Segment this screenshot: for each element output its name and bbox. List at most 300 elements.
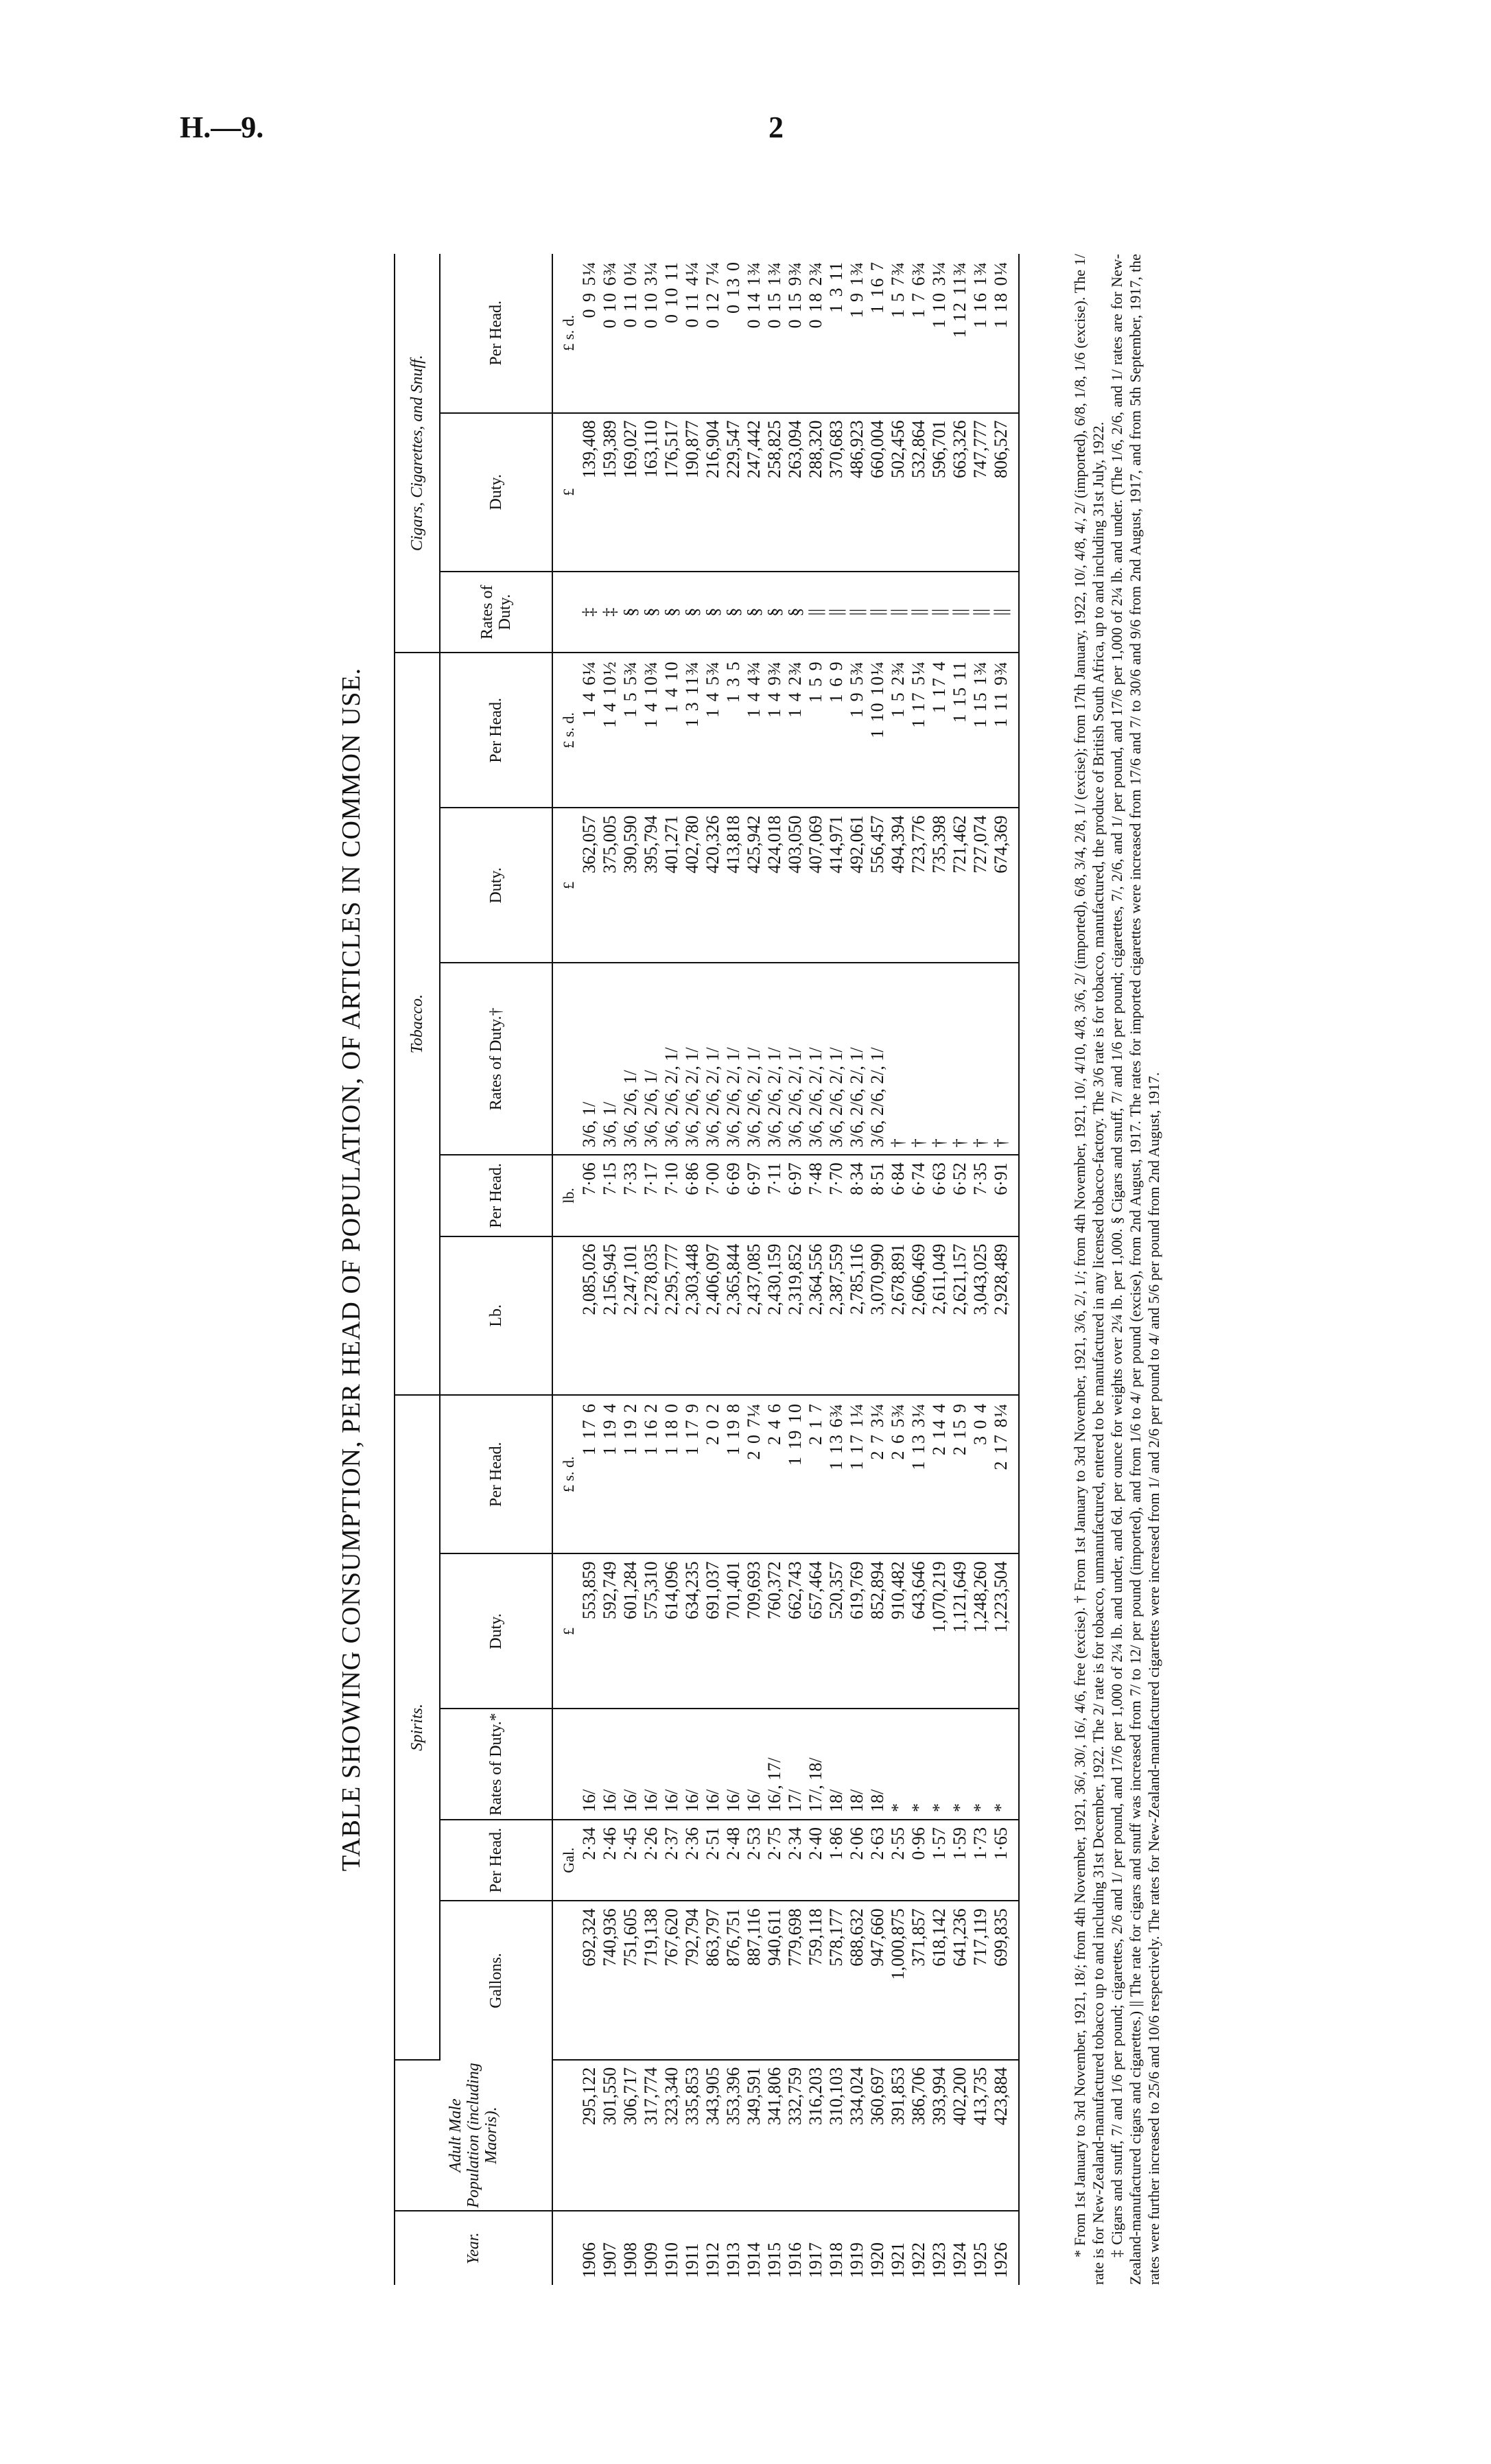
cell-cduty: 176,517 bbox=[661, 413, 682, 572]
cell-crate: || bbox=[888, 572, 908, 653]
cell-gal: 940,611 bbox=[764, 1901, 785, 2059]
cell-cph: 1 12 11¾ bbox=[950, 254, 970, 413]
col-sp-duty-per-head: Per Head. bbox=[440, 1395, 552, 1553]
cell-tph: 1 5 9 bbox=[806, 653, 826, 808]
table-row bbox=[703, 254, 723, 2285]
col-year: Year. bbox=[395, 2211, 552, 2285]
cell-lb: 2,278,035 bbox=[641, 1236, 661, 1395]
cell-lb: 3,043,025 bbox=[970, 1236, 991, 1395]
cell-tph: 1 10 10¼ bbox=[867, 653, 888, 808]
cell-gph: 0·96 bbox=[908, 1820, 929, 1901]
cell-sph: 2 1 7 bbox=[806, 1395, 826, 1553]
cell-lph: 6·52 bbox=[950, 1155, 970, 1236]
cell-sph: 2 7 3¼ bbox=[867, 1395, 888, 1553]
page-number: 2 bbox=[768, 110, 784, 144]
cell-pop: 360,697 bbox=[867, 2060, 888, 2211]
cell-srate: 16/ bbox=[744, 1709, 764, 1819]
cell-trate: 3/6, 2/6, 2/, 1/ bbox=[723, 963, 744, 1155]
cell-cph: 0 11 4¼ bbox=[682, 254, 703, 413]
cell-pop: 335,853 bbox=[682, 2060, 703, 2211]
cell-year: 1923 bbox=[929, 2242, 949, 2278]
cell-sph: 3 0 4 bbox=[970, 1395, 991, 1553]
table-row bbox=[764, 254, 785, 2285]
cell-crate: ‡ bbox=[600, 572, 620, 653]
unit-sp-per-head: Gal. bbox=[552, 1820, 579, 1901]
cell-tduty: 375,005 bbox=[600, 808, 620, 963]
cell-gal: 1,000,875 bbox=[888, 1901, 908, 2059]
cell-trate: 3/6, 1/ bbox=[579, 963, 600, 1155]
cell-srate: 16/ bbox=[723, 1709, 744, 1819]
cell-tph: 1 11 9¾ bbox=[991, 653, 1019, 808]
cell-cph: 1 16 1¾ bbox=[970, 254, 991, 413]
cell-tduty: 413,818 bbox=[723, 808, 744, 963]
cell-gal: 779,698 bbox=[785, 1901, 806, 2059]
cell-lph: 8·51 bbox=[867, 1155, 888, 1236]
cell-pop: 316,203 bbox=[806, 2060, 826, 2211]
cell-gph: 2·34 bbox=[785, 1820, 806, 1901]
cell-cduty: 247,442 bbox=[744, 413, 764, 572]
cell-trate: 3/6, 2/6, 2/, 1/ bbox=[785, 963, 806, 1155]
table-row bbox=[950, 254, 970, 2285]
cell-srate: 18/ bbox=[826, 1709, 847, 1819]
cell-cph: 1 9 1¾ bbox=[847, 254, 867, 413]
cell-year: 1906 bbox=[579, 2242, 599, 2278]
cell-sph: 2 0 2 bbox=[703, 1395, 723, 1553]
cell-crate: § bbox=[785, 572, 806, 653]
table-row bbox=[785, 254, 806, 2285]
cell-sduty: 662,743 bbox=[785, 1553, 806, 1709]
cell-cduty: 596,701 bbox=[929, 413, 950, 572]
column-header-row bbox=[440, 254, 552, 2285]
cell-gal: 618,142 bbox=[929, 1901, 950, 2059]
cell-sph: 1 16 2 bbox=[641, 1395, 661, 1553]
col-cg-rates: Rates of Duty. bbox=[440, 572, 552, 653]
cell-cduty: 169,027 bbox=[620, 413, 641, 572]
cell-tph: 1 4 6¼ bbox=[579, 653, 600, 808]
cell-year: 1917 bbox=[806, 2242, 825, 2278]
cell-lph: 7·17 bbox=[641, 1155, 661, 1236]
cell-gph: 2·34 bbox=[579, 1820, 600, 1901]
cell-gal: 692,324 bbox=[579, 1901, 600, 2059]
cell-lb: 2,678,891 bbox=[888, 1236, 908, 1395]
cell-gal: 688,632 bbox=[847, 1901, 867, 2059]
cell-lph: 6·84 bbox=[888, 1155, 908, 1236]
cell-lb: 2,606,469 bbox=[908, 1236, 929, 1395]
cell-cduty: 747,777 bbox=[970, 413, 991, 572]
group-cigars: Cigars, Cigarettes, and Snuff. bbox=[395, 254, 440, 653]
cell-crate: § bbox=[661, 572, 682, 653]
cell-pop: 413,735 bbox=[970, 2060, 991, 2211]
cell-cduty: 288,320 bbox=[806, 413, 826, 572]
cell-tph: 1 17 5¼ bbox=[908, 653, 929, 808]
cell-sph: 2 17 8¼ bbox=[991, 1395, 1019, 1553]
cell-gph: 2·06 bbox=[847, 1820, 867, 1901]
cell-tph: 1 5 2¾ bbox=[888, 653, 908, 808]
cell-year: 1913 bbox=[723, 2242, 743, 2278]
cell-gph: 1·59 bbox=[950, 1820, 970, 1901]
cell-gph: 2·53 bbox=[744, 1820, 764, 1901]
cell-cph: 0 10 3¼ bbox=[641, 254, 661, 413]
cell-pop: 341,806 bbox=[764, 2060, 785, 2211]
cell-gph: 2·45 bbox=[620, 1820, 641, 1901]
cell-crate: || bbox=[826, 572, 847, 653]
cell-gal: 717,119 bbox=[970, 1901, 991, 2059]
cell-pop: 343,905 bbox=[703, 2060, 723, 2211]
table-row bbox=[723, 254, 744, 2285]
table-row bbox=[620, 254, 641, 2285]
col-tb-rates: Rates of Duty.† bbox=[440, 963, 552, 1155]
cell-lb: 2,611,049 bbox=[929, 1236, 950, 1395]
cell-tph: 1 3 5 bbox=[723, 653, 744, 808]
cell-year: 1911 bbox=[682, 2242, 702, 2278]
cell-tduty: 362,057 bbox=[579, 808, 600, 963]
cell-trate: 3/6, 2/6, 2/, 1/ bbox=[661, 963, 682, 1155]
cell-lb: 2,365,844 bbox=[723, 1236, 744, 1395]
cell-lb: 2,156,945 bbox=[600, 1236, 620, 1395]
cell-trate: † bbox=[929, 963, 950, 1155]
cell-srate: 16/ bbox=[641, 1709, 661, 1819]
cell-tph: 1 4 10½ bbox=[600, 653, 620, 808]
cell-sduty: 852,894 bbox=[867, 1553, 888, 1709]
unit-sp-duty: £ bbox=[552, 1553, 579, 1709]
cell-cduty: 258,825 bbox=[764, 413, 785, 572]
cell-cduty: 370,683 bbox=[826, 413, 847, 572]
cell-pop: 310,103 bbox=[826, 2060, 847, 2211]
col-sp-per-head: Per Head. bbox=[440, 1820, 552, 1901]
col-cg-per-head: Per Head. bbox=[440, 254, 552, 413]
cell-sduty: 1,223,504 bbox=[991, 1553, 1019, 1709]
cell-tduty: 723,776 bbox=[908, 808, 929, 963]
cell-gph: 2·26 bbox=[641, 1820, 661, 1901]
cell-lph: 7·33 bbox=[620, 1155, 641, 1236]
cell-sduty: 760,372 bbox=[764, 1553, 785, 1709]
unit-cg-per-head: £ s. d. bbox=[552, 254, 579, 413]
table-row bbox=[826, 254, 847, 2285]
units-row bbox=[552, 254, 579, 2285]
cell-cduty: 163,110 bbox=[641, 413, 661, 572]
table-row bbox=[867, 254, 888, 2285]
table-row bbox=[888, 254, 908, 2285]
cell-lb: 2,785,116 bbox=[847, 1236, 867, 1395]
group-tobacco: Tobacco. bbox=[395, 653, 440, 1395]
cell-cph: 1 3 11 bbox=[826, 254, 847, 413]
cell-tduty: 727,074 bbox=[970, 808, 991, 963]
cell-lph: 8·34 bbox=[847, 1155, 867, 1236]
cell-pop: 317,774 bbox=[641, 2060, 661, 2211]
cell-lph: 7·06 bbox=[579, 1155, 600, 1236]
cell-sph: 1 19 8 bbox=[723, 1395, 744, 1553]
cell-pop: 386,706 bbox=[908, 2060, 929, 2211]
cell-crate: § bbox=[744, 572, 764, 653]
cell-trate: 3/6, 2/6, 2/, 1/ bbox=[744, 963, 764, 1155]
cell-year: 1919 bbox=[847, 2242, 867, 2278]
cell-cph: 0 10 11 bbox=[661, 254, 682, 413]
unit-sp-duty-per-head: £ s. d. bbox=[552, 1395, 579, 1553]
cell-crate: || bbox=[950, 572, 970, 653]
rotated-table-block bbox=[336, 254, 1206, 2285]
cell-year: 1925 bbox=[970, 2242, 990, 2278]
cell-tduty: 674,369 bbox=[991, 808, 1019, 963]
cell-year: 1912 bbox=[703, 2242, 723, 2278]
cell-cduty: 139,408 bbox=[579, 413, 600, 572]
cell-trate: 3/6, 2/6, 1/ bbox=[620, 963, 641, 1155]
cell-gal: 759,118 bbox=[806, 1901, 826, 2059]
cell-pop: 349,591 bbox=[744, 2060, 764, 2211]
cell-cduty: 502,456 bbox=[888, 413, 908, 572]
cell-lb: 2,406,097 bbox=[703, 1236, 723, 1395]
col-tb-duty: Duty. bbox=[440, 808, 552, 963]
table-row bbox=[641, 254, 661, 2285]
cell-lph: 6·91 bbox=[991, 1155, 1019, 1236]
cell-cph: 1 5 7¾ bbox=[888, 254, 908, 413]
footnote-spirits-tobacco: * From 1st January to 3rd November, 1921, 18/; from 4th November, 1921, 36/, 30/, 16/, 4/6, free (excise). † From 1st January to 3rd November, 1921, 3/6, 2/, 1/; from 4th November, 1921, 10/, 4/10, 4/8, 3/6, 2/ (imported), 6/8, 3/4, 2/8, 1/ (excise); from 17th January, 1922, 10/, 4/8, 4/, 2/ (imported), 6/8, 1/8, 1/6 (excise). The 1/ rate is for New-Zealand-manufactured tobacco up to and including 31st December, 1922. The 2/ rate is for tobacco, unmanufactured, entered to be manufactured in any licensed tobacco-factory. The 3/6 rate is for tobacco, manufactured, the produce of British South Africa, up to and including 31st July, 1922. bbox=[1071, 254, 1107, 2285]
cell-trate: † bbox=[950, 963, 970, 1155]
cell-tduty: 390,590 bbox=[620, 808, 641, 963]
cell-tduty: 721,462 bbox=[950, 808, 970, 963]
cell-cph: 0 18 2¾ bbox=[806, 254, 826, 413]
cell-srate: 16/ bbox=[620, 1709, 641, 1819]
cell-sph: 2 6 5¾ bbox=[888, 1395, 908, 1553]
cell-sph: 2 14 4 bbox=[929, 1395, 950, 1553]
cell-trate: 3/6, 2/6, 2/, 1/ bbox=[806, 963, 826, 1155]
cell-sph: 1 17 9 bbox=[682, 1395, 703, 1553]
cell-srate: * bbox=[929, 1709, 950, 1819]
cell-pop: 423,884 bbox=[991, 2060, 1019, 2211]
cell-gal: 887,116 bbox=[744, 1901, 764, 2059]
cell-lph: 7·15 bbox=[600, 1155, 620, 1236]
cell-srate: 18/ bbox=[867, 1709, 888, 1819]
cell-lb: 2,364,556 bbox=[806, 1236, 826, 1395]
cell-cduty: 806,527 bbox=[991, 413, 1019, 572]
col-tb-lb: Lb. bbox=[440, 1236, 552, 1395]
table-row bbox=[929, 254, 950, 2285]
consumption-table bbox=[394, 254, 1020, 2285]
table-row bbox=[991, 254, 1019, 2285]
cell-year: 1907 bbox=[600, 2242, 620, 2278]
cell-lph: 7·10 bbox=[661, 1155, 682, 1236]
cell-sduty: 1,070,219 bbox=[929, 1553, 950, 1709]
cell-trate: † bbox=[888, 963, 908, 1155]
cell-tph: 1 4 9¾ bbox=[764, 653, 785, 808]
cell-gph: 2·55 bbox=[888, 1820, 908, 1901]
cell-cph: 0 15 9¾ bbox=[785, 254, 806, 413]
cell-lph: 6·86 bbox=[682, 1155, 703, 1236]
cell-gph: 2·36 bbox=[682, 1820, 703, 1901]
cell-tph: 1 4 5¾ bbox=[703, 653, 723, 808]
cell-tph: 1 4 10¾ bbox=[641, 653, 661, 808]
cell-cph: 0 12 7¼ bbox=[703, 254, 723, 413]
cell-sduty: 601,284 bbox=[620, 1553, 641, 1709]
cell-lb: 2,085,026 bbox=[579, 1236, 600, 1395]
cell-trate: † bbox=[991, 963, 1019, 1155]
unit-cg-duty: £ bbox=[552, 413, 579, 572]
cell-gal: 876,751 bbox=[723, 1901, 744, 2059]
cell-crate: ‡ bbox=[579, 572, 600, 653]
cell-lb: 2,387,559 bbox=[826, 1236, 847, 1395]
cell-sph: 1 13 3¼ bbox=[908, 1395, 929, 1553]
cell-sph: 2 4 6 bbox=[764, 1395, 785, 1553]
cell-gal: 641,236 bbox=[950, 1901, 970, 2059]
cell-pop: 402,200 bbox=[950, 2060, 970, 2211]
cell-trate: † bbox=[908, 963, 929, 1155]
cell-tduty: 494,394 bbox=[888, 808, 908, 963]
cell-lb: 2,247,101 bbox=[620, 1236, 641, 1395]
cell-lph: 6·69 bbox=[723, 1155, 744, 1236]
unit-tb-per-head: lb. bbox=[552, 1155, 579, 1236]
cell-tph: 1 9 5¾ bbox=[847, 653, 867, 808]
cell-gal: 699,835 bbox=[991, 1901, 1019, 2059]
cell-sduty: 575,310 bbox=[641, 1553, 661, 1709]
cell-tduty: 424,018 bbox=[764, 808, 785, 963]
cell-lb: 3,070,990 bbox=[867, 1236, 888, 1395]
cell-tph: 1 15 1¾ bbox=[970, 653, 991, 808]
cell-gal: 371,857 bbox=[908, 1901, 929, 2059]
cell-lb: 2,430,159 bbox=[764, 1236, 785, 1395]
cell-lb: 2,621,157 bbox=[950, 1236, 970, 1395]
cell-srate: 16/ bbox=[682, 1709, 703, 1819]
cell-sph: 1 18 0 bbox=[661, 1395, 682, 1553]
col-tb-duty-per-head: Per Head. bbox=[440, 653, 552, 808]
cell-lph: 6·63 bbox=[929, 1155, 950, 1236]
cell-crate: || bbox=[867, 572, 888, 653]
col-cg-duty: Duty. bbox=[440, 413, 552, 572]
cell-tph: 1 3 11¾ bbox=[682, 653, 703, 808]
cell-gph: 1·86 bbox=[826, 1820, 847, 1901]
cell-year: 1924 bbox=[950, 2242, 970, 2278]
cell-tph: 1 6 9 bbox=[826, 653, 847, 808]
cell-sph: 2 0 7¼ bbox=[744, 1395, 764, 1553]
cell-trate: 3/6, 2/6, 2/, 1/ bbox=[703, 963, 723, 1155]
cell-gph: 2·63 bbox=[867, 1820, 888, 1901]
cell-pop: 301,550 bbox=[600, 2060, 620, 2211]
cell-trate: 3/6, 2/6, 2/, 1/ bbox=[847, 963, 867, 1155]
cell-tduty: 403,050 bbox=[785, 808, 806, 963]
cell-lb: 2,437,085 bbox=[744, 1236, 764, 1395]
cell-tduty: 395,794 bbox=[641, 808, 661, 963]
cell-cduty: 159,389 bbox=[600, 413, 620, 572]
cell-pop: 393,994 bbox=[929, 2060, 950, 2211]
cell-gph: 2·37 bbox=[661, 1820, 682, 1901]
cell-srate: 16/ bbox=[600, 1709, 620, 1819]
cell-sduty: 709,693 bbox=[744, 1553, 764, 1709]
cell-gph: 2·40 bbox=[806, 1820, 826, 1901]
cell-gal: 792,794 bbox=[682, 1901, 703, 2059]
cell-cph: 1 16 7 bbox=[867, 254, 888, 413]
cell-sduty: 701,401 bbox=[723, 1553, 744, 1709]
cell-crate: § bbox=[641, 572, 661, 653]
cell-year: 1922 bbox=[908, 2242, 928, 2278]
cell-cph: 1 18 0¼ bbox=[991, 254, 1019, 413]
cell-cduty: 229,547 bbox=[723, 413, 744, 572]
cell-tduty: 425,942 bbox=[744, 808, 764, 963]
cell-gal: 947,660 bbox=[867, 1901, 888, 2059]
cell-year: 1909 bbox=[641, 2242, 661, 2278]
cell-cph: 0 14 1¾ bbox=[744, 254, 764, 413]
col-sp-gallons: Gallons. bbox=[440, 1901, 552, 2059]
cell-sph: 1 17 6 bbox=[579, 1395, 600, 1553]
cell-sduty: 634,235 bbox=[682, 1553, 703, 1709]
cell-sduty: 592,749 bbox=[600, 1553, 620, 1709]
cell-tduty: 401,271 bbox=[661, 808, 682, 963]
table-row bbox=[847, 254, 867, 2285]
cell-lph: 7·48 bbox=[806, 1155, 826, 1236]
cell-pop: 306,717 bbox=[620, 2060, 641, 2211]
cell-gph: 1·57 bbox=[929, 1820, 950, 1901]
cell-pop: 295,122 bbox=[579, 2060, 600, 2211]
cell-gph: 1·65 bbox=[991, 1820, 1019, 1901]
cell-lph: 7·11 bbox=[764, 1155, 785, 1236]
cell-lb: 2,295,777 bbox=[661, 1236, 682, 1395]
cell-srate: * bbox=[908, 1709, 929, 1819]
cell-gph: 2·46 bbox=[600, 1820, 620, 1901]
cell-trate: 3/6, 1/ bbox=[600, 963, 620, 1155]
cell-cduty: 663,326 bbox=[950, 413, 970, 572]
cell-cduty: 190,877 bbox=[682, 413, 703, 572]
cell-lph: 6·97 bbox=[785, 1155, 806, 1236]
cell-tduty: 420,326 bbox=[703, 808, 723, 963]
cell-gph: 2·51 bbox=[703, 1820, 723, 1901]
cell-srate: * bbox=[950, 1709, 970, 1819]
cell-lph: 6·97 bbox=[744, 1155, 764, 1236]
cell-lb: 2,928,489 bbox=[991, 1236, 1019, 1395]
footnotes bbox=[1070, 254, 1163, 2285]
cell-sduty: 657,464 bbox=[806, 1553, 826, 1709]
cell-sduty: 910,482 bbox=[888, 1553, 908, 1709]
cell-sduty: 619,769 bbox=[847, 1553, 867, 1709]
cell-year: 1916 bbox=[785, 2242, 805, 2278]
table-row bbox=[579, 254, 600, 2285]
cell-trate: † bbox=[970, 963, 991, 1155]
cell-srate: 17/ bbox=[785, 1709, 806, 1819]
cell-crate: || bbox=[991, 572, 1019, 653]
cell-lb: 2,303,448 bbox=[682, 1236, 703, 1395]
cell-cduty: 486,923 bbox=[847, 413, 867, 572]
cell-crate: || bbox=[806, 572, 826, 653]
table-body bbox=[552, 254, 1019, 2285]
cell-sduty: 1,121,649 bbox=[950, 1553, 970, 1709]
cell-tph: 1 15 11 bbox=[950, 653, 970, 808]
table-row bbox=[970, 254, 991, 2285]
cell-lph: 6·74 bbox=[908, 1155, 929, 1236]
cell-year: 1915 bbox=[764, 2242, 784, 2278]
cell-cph: 0 10 6¾ bbox=[600, 254, 620, 413]
cell-srate: 17/, 18/ bbox=[806, 1709, 826, 1819]
cell-cph: 0 13 0 bbox=[723, 254, 744, 413]
cell-crate: § bbox=[620, 572, 641, 653]
cell-crate: § bbox=[682, 572, 703, 653]
cell-pop: 323,340 bbox=[661, 2060, 682, 2211]
cell-sph: 1 19 4 bbox=[600, 1395, 620, 1553]
group-header-row bbox=[395, 254, 440, 2285]
cell-gal: 863,797 bbox=[703, 1901, 723, 2059]
table-row bbox=[661, 254, 682, 2285]
cell-year: 1914 bbox=[744, 2242, 764, 2278]
cell-sduty: 691,037 bbox=[703, 1553, 723, 1709]
cell-crate: § bbox=[723, 572, 744, 653]
cell-gal: 719,138 bbox=[641, 1901, 661, 2059]
cell-sduty: 614,096 bbox=[661, 1553, 682, 1709]
cell-gal: 578,177 bbox=[826, 1901, 847, 2059]
cell-crate: § bbox=[703, 572, 723, 653]
cell-sph: 1 19 10 bbox=[785, 1395, 806, 1553]
cell-tph: 1 4 10 bbox=[661, 653, 682, 808]
cell-tduty: 414,971 bbox=[826, 808, 847, 963]
cell-sph: 1 17 1¼ bbox=[847, 1395, 867, 1553]
table-row bbox=[806, 254, 826, 2285]
cell-cduty: 660,004 bbox=[867, 413, 888, 572]
footnote-cigars: ‡ Cigars and snuff, 7/ and 1/6 per pound; cigarettes, 2/6 and 1/ per pound, and 17/6 per 1,000 of 2¼ lb. and under, and 6d. per ounce for weights over 2¼ lb. per 1,000. § Cigars and snuff, 7/ and 1/6 per pound; cigarettes, 7/, 2/6, and 1/ per pound, and 17/6 per 1,000 of 2¼ lb. and under. (The 1/6, 2/6, and 1/ rates are for New-Zealand-manufactured cigars and cigarettes.) || The rate for cigars and snuff was increased from 7/ to 12/ per pound (imported), and from 1/6 to 4/ per pound (excise), from 2nd August, 1917. The rates for imported cigarettes were increased from 17/6 and 7/ to 30/6 and 9/6 from 2nd August, 1917, and from 5th September, 1917, the rates were further increased to 25/6 and 10/6 respectively. The rates for New-Zealand-manufactured cigarettes were increased from 1/ and 2/6 per pound to 4/ and 5/6 per pound from 2nd August, 1917. bbox=[1108, 254, 1162, 2285]
cell-tduty: 556,457 bbox=[867, 808, 888, 963]
